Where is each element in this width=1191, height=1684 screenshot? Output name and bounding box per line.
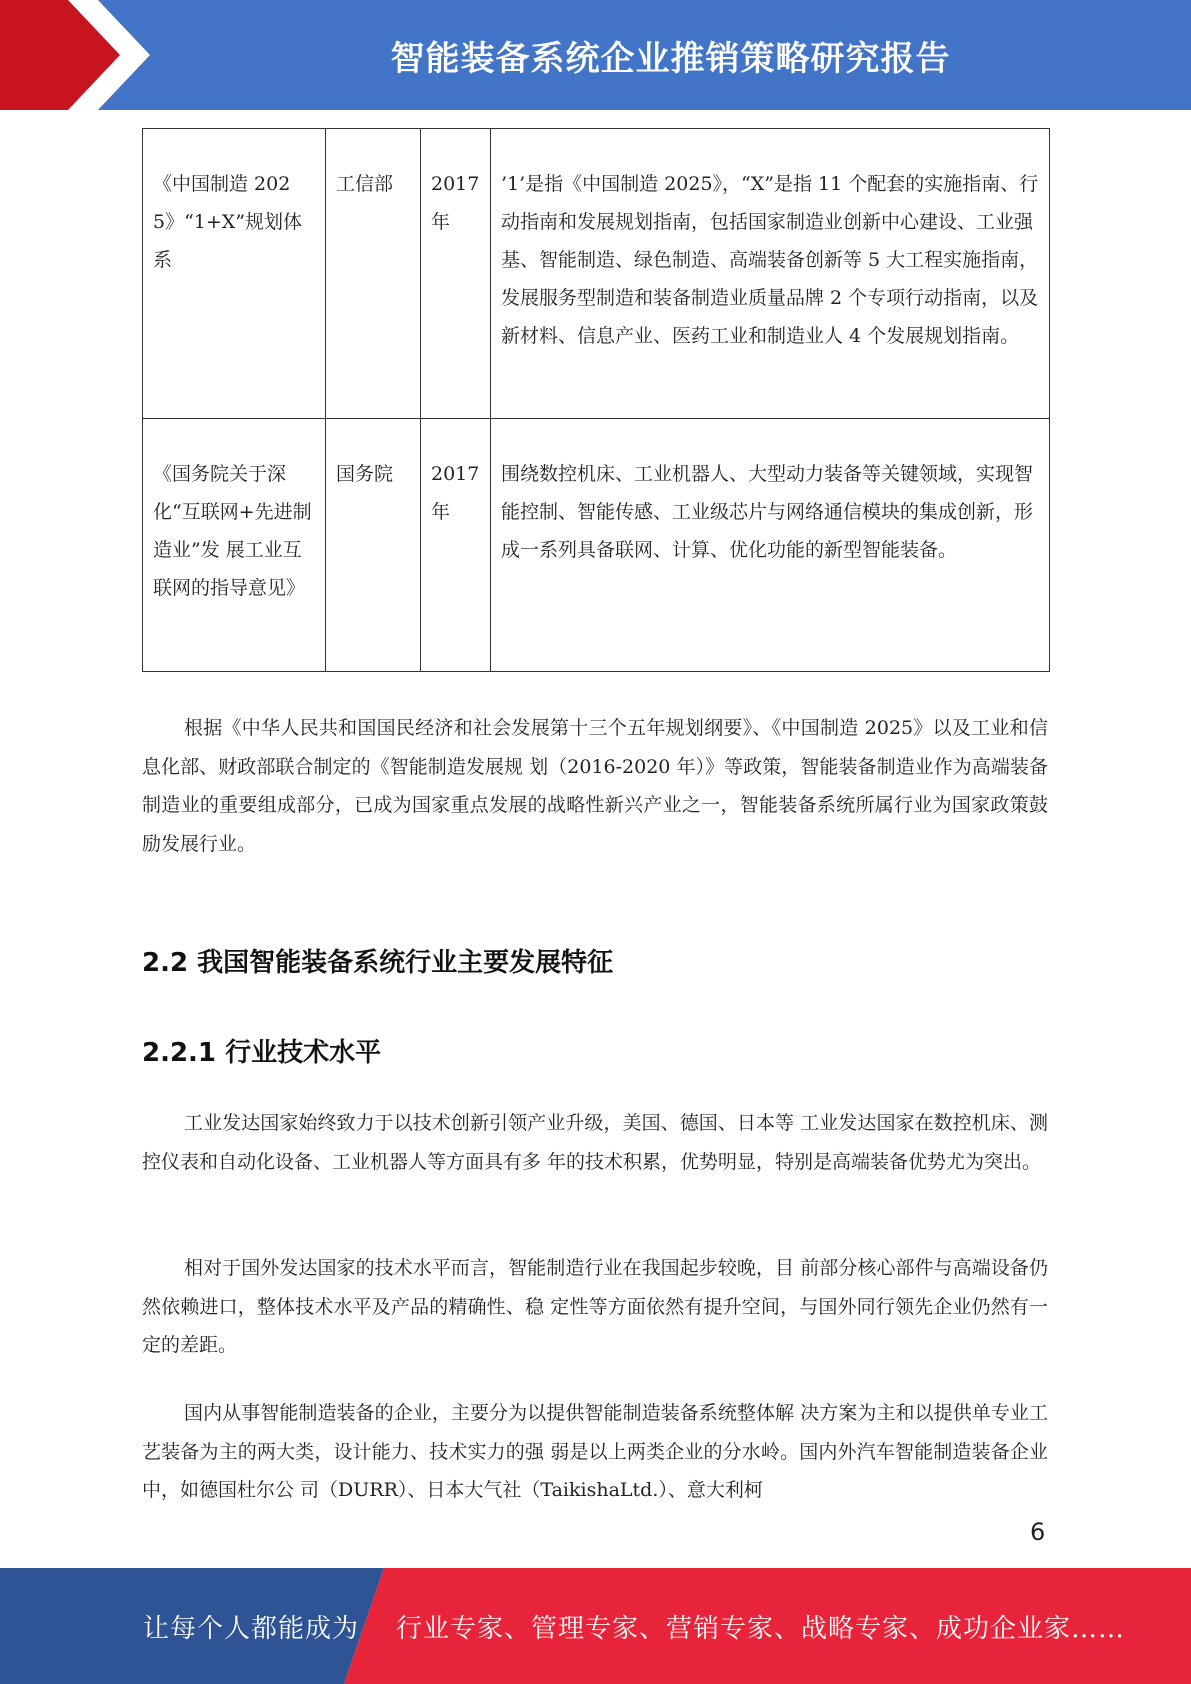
header-arrow-icon bbox=[0, 0, 160, 110]
policy-issuer-cell: 工信部 bbox=[326, 129, 421, 419]
report-title: 智能装备系统企业推销策略研究报告 bbox=[390, 38, 951, 79]
policy-year-cell: 2017 年 bbox=[421, 419, 491, 672]
body-paragraph: 国内从事智能制造装备的企业，主要分为以提供智能制造装备系统整体解 决方案为主和以提供单专业工艺装备为主的两大类，设计能力、技术实力的强 弱是以上两类企业的分水岭。国内外汽车智能制造装备企业中，如德国杜尔公 司（DURR）、日本大气社（TaikishaLtd.）、意大利柯 bbox=[142, 1402, 1048, 1501]
body-paragraph: 相对于国外发达国家的技术水平而言，智能制造行业在我国起步较晚，目 前部分核心部件与高端设备仍然依赖进口，整体技术水平及产品的精确性、稳 定性等方面依然有提升空间，与国外同行领先企业仍然有一定的差距。 bbox=[142, 1257, 1048, 1356]
page-number: 6 bbox=[1030, 1518, 1046, 1546]
body-paragraph: 工业发达国家始终致力于以技术创新引领产业升级，美国、德国、日本等 工业发达国家在数控机床、测控仪表和自动化设备、工业机器人等方面具有多 年的技术积累，优势明显，特别是高端装备优势尤为突出。 bbox=[142, 1112, 1048, 1173]
policy-content-cell: 围绕数控机床、工业机器人、大型动力装备等关键领域，实现智能控制、智能传感、工业级芯片与网络通信模块的集成创新，形成一系列具备联网、计算、优化功能的新型智能装备。 bbox=[491, 419, 1050, 672]
policy-summary-paragraph: 根据《中华人民共和国国民经济和社会发展第十三个五年规划纲要》、《中国制造 2025》以及工业和信息化部、财政部联合制定的《智能制造发展规 划（2016-2020 年）》等政策，智能装备制造业作为高端装备制造业的重要组成部分，已成为国家重点发展的战略性新兴产业之一，智能装备系统所属行业为国家政策鼓励发展行业。 bbox=[142, 717, 1048, 855]
policy-issuer-cell: 国务院 bbox=[326, 419, 421, 672]
table-row bbox=[143, 129, 1050, 419]
section-heading-2-2-1: 2.2.1 行业技术水平 bbox=[142, 1038, 382, 1068]
page-footer bbox=[0, 1568, 1191, 1684]
page-header bbox=[0, 0, 1191, 110]
footer-slogan-right: 行业专家、管理专家、营销专家、战略专家、成功企业家…… bbox=[396, 1613, 1126, 1644]
policy-name-cell: 《国务院关于深化“互联网+先进制造业”发 展工业互联网的指导意见》 bbox=[143, 419, 326, 672]
table-row bbox=[143, 419, 1050, 672]
footer-slogan-left: 让每个人都能成为 bbox=[143, 1613, 360, 1644]
section-heading-2-2: 2.2 我国智能装备系统行业主要发展特征 bbox=[142, 948, 614, 978]
policy-table bbox=[142, 128, 1050, 672]
policy-name-cell: 《中国制造 2025》“1+X”规划体系 bbox=[143, 129, 326, 419]
policy-content-cell: ’1’是指《中国制造 2025》，“X”是指 11 个配套的实施指南、行动指南和发展规划指南，包括国家制造业创新中心建设、工业强基、智能制造、绿色制造、高端装备创新等 5 大工程实施指南，发展服务型制造和装备制造业质量品牌 2 个专项行动指南，以及新材料、信息产业、医药工业和制造业人 4 个发展规划指南。 bbox=[491, 129, 1050, 419]
policy-year-cell: 2017 年 bbox=[421, 129, 491, 419]
